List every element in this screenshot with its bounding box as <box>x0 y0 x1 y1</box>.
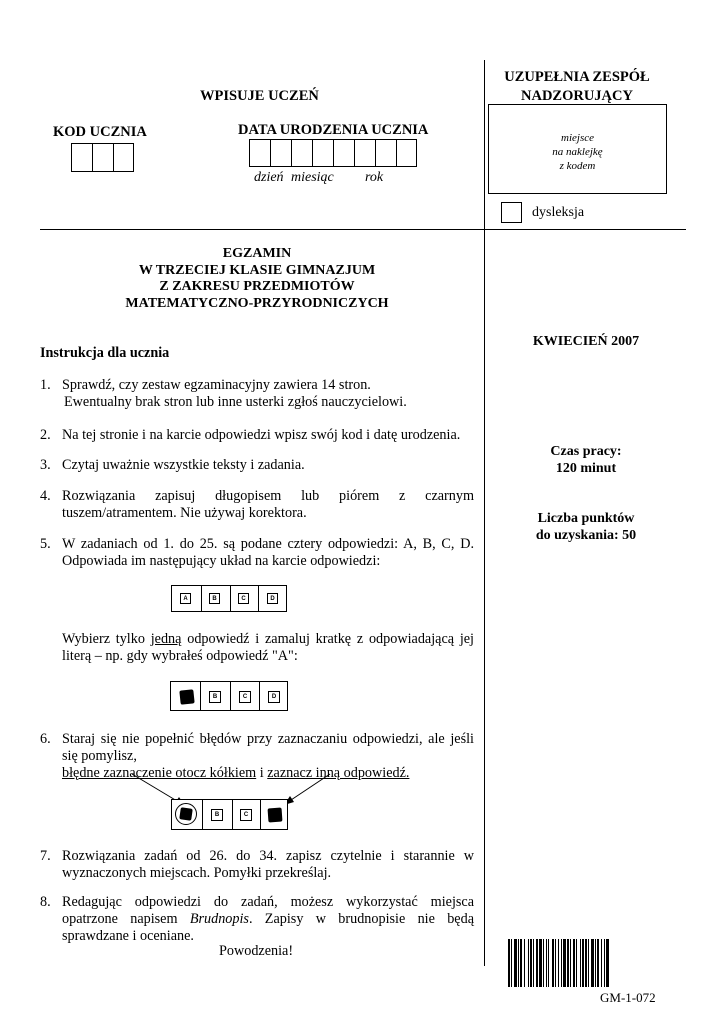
answer-letter-b: B <box>211 809 223 821</box>
exam-code: GM-1-072 <box>600 990 656 1005</box>
item-number: 6. <box>40 731 51 747</box>
answer-letter-d: D <box>267 593 278 604</box>
header-divider <box>40 229 686 230</box>
instruction-5 <box>40 536 474 570</box>
item-number: 7. <box>40 848 51 864</box>
code-box[interactable] <box>92 143 114 172</box>
good-luck: Powodzenia! <box>219 943 294 959</box>
item-text: odpowiedź i zamaluj kratkę z odpowiadającą jej literą – np. gdy wybrałeś odpowiedź "A": <box>62 631 475 664</box>
student-code-label: KOD UCZNIA <box>53 124 147 140</box>
date-box[interactable] <box>249 139 271 167</box>
answer-letter-d: D <box>268 691 280 703</box>
birth-date-label: DATA URODZENIA UCZNIA <box>238 122 429 138</box>
exam-date: KWIECIEŃ 2007 <box>532 334 640 349</box>
item-text: W zadaniach od 1. do 25. są podane cztery odpowiedzi: A, B, C, D. Odpowiada im następujący układ na karcie odpowiedzi: <box>62 536 474 569</box>
answer-letter-a: A <box>180 593 191 604</box>
item-number: 8. <box>40 894 51 910</box>
date-box[interactable] <box>312 139 334 167</box>
item-text: Redagując odpowiedzi do zadań, możesz wykorzystać miejsca opatrzone napisem <box>62 894 474 927</box>
item-number: 2. <box>40 427 51 443</box>
item-text: Czytaj uważnie wszystkie teksty i zadania. <box>62 457 305 473</box>
item-number: 3. <box>40 457 51 473</box>
filled-mark <box>179 689 194 704</box>
item-text-underlined: jedną <box>150 631 182 647</box>
committee-line-2: NADZORUJĄCY <box>521 88 633 104</box>
date-box[interactable] <box>291 139 313 167</box>
instruction-5-choose <box>40 631 474 665</box>
item-text: Sprawdź, czy zestaw egzaminacyjny zawiera 14 stron. <box>62 377 371 393</box>
item-number: 5. <box>40 536 51 552</box>
answer-letter-b: B <box>209 691 221 703</box>
answer-filled-example <box>170 681 288 711</box>
month-label: miesiąc <box>291 170 334 185</box>
date-box[interactable] <box>333 139 355 167</box>
answer-letter-c: C <box>239 691 251 703</box>
answer-layout-example <box>171 585 287 612</box>
sticker-line: miejsce <box>561 132 594 144</box>
answer-letter-c: C <box>238 593 249 604</box>
item-number: 1. <box>40 377 51 393</box>
exam-title <box>40 246 474 312</box>
committee-line-1: UZUPEŁNIA ZESPÓŁ <box>504 69 650 85</box>
date-box[interactable] <box>270 139 292 167</box>
item-text: Rozwiązania zadań od 26. do 34. zapisz czytelnie i starannie w wyznaczonych miejscach. Pomyłki przekreślaj. <box>62 848 474 881</box>
day-label: dzień <box>254 170 284 185</box>
item-text: Wybierz tylko <box>62 631 151 647</box>
title-line: EGZAMIN <box>222 246 292 261</box>
item-text: Na tej stronie i na karcie odpowiedzi wpisz swój kod i datę urodzenia. <box>62 427 461 443</box>
column-divider <box>484 60 485 966</box>
title-line: W TRZECIEJ KLASIE GIMNAZJUM <box>138 262 376 278</box>
code-box[interactable] <box>113 143 134 172</box>
dyslexia-label: dysleksja <box>532 205 585 220</box>
instruction-7 <box>40 848 474 882</box>
item-text: . Zapisy w brudnopisie nie będą sprawdzane i oceniane. <box>62 911 474 944</box>
year-label: rok <box>365 170 384 185</box>
item-text-italic: Brudnopis <box>189 911 249 927</box>
instruction-8 <box>40 894 474 945</box>
date-box[interactable] <box>396 139 417 167</box>
time-value: 120 minut <box>555 461 617 476</box>
item-text: Staraj się nie popełnić błędów przy zaznaczaniu odpowiedzi, ale jeśli się pomylisz, <box>62 731 474 764</box>
instruction-2 <box>40 427 474 444</box>
instruction-4 <box>40 488 474 522</box>
answer-letter-b: B <box>209 593 220 604</box>
instruction-1 <box>40 377 474 411</box>
item-text: Rozwiązania zapisuj długopisem lub piórem z czarnym tuszem/atramentem. Nie używaj korektora. <box>62 488 474 521</box>
work-time <box>486 443 686 477</box>
instruction-3 <box>40 457 474 474</box>
barcode <box>508 939 666 987</box>
title-line: Z ZAKRESU PRZEDMIOTÓW <box>159 279 355 294</box>
instructions-heading: Instrukcja dla ucznia <box>40 345 170 361</box>
item-text: Ewentualny brak stron lub inne usterki zgłoś nauczycielowi. <box>64 394 407 410</box>
points-label: Liczba punktów <box>537 511 635 526</box>
dyslexia-checkbox[interactable] <box>501 202 522 223</box>
student-code-boxes[interactable] <box>71 143 134 172</box>
filled-mark <box>268 808 283 823</box>
filled-mark <box>179 807 193 821</box>
sticker-line: na naklejkę <box>552 146 603 158</box>
date-box[interactable] <box>354 139 376 167</box>
sticker-caption <box>488 131 667 173</box>
item-text: i <box>256 765 268 781</box>
birth-date-boxes[interactable] <box>249 139 417 167</box>
student-fills-heading: WPISUJE UCZEŃ <box>200 88 319 104</box>
points <box>486 510 686 544</box>
item-text-underlined: błędne zaznaczenie otocz kółkiem <box>62 765 257 781</box>
time-label: Czas pracy: <box>550 444 622 459</box>
item-text-underlined: zaznacz inną odpowiedź. <box>267 765 410 781</box>
committee-fills-heading <box>488 68 666 106</box>
points-value: do uzyskania: 50 <box>535 528 637 543</box>
title-line: MATEMATYCZNO-PRZYRODNICZYCH <box>125 295 389 311</box>
item-number: 4. <box>40 488 51 504</box>
sticker-line: z kodem <box>559 160 596 172</box>
answer-correction-example <box>171 799 288 830</box>
date-box[interactable] <box>375 139 397 167</box>
answer-letter-c: C <box>240 809 252 821</box>
code-box[interactable] <box>71 143 93 172</box>
